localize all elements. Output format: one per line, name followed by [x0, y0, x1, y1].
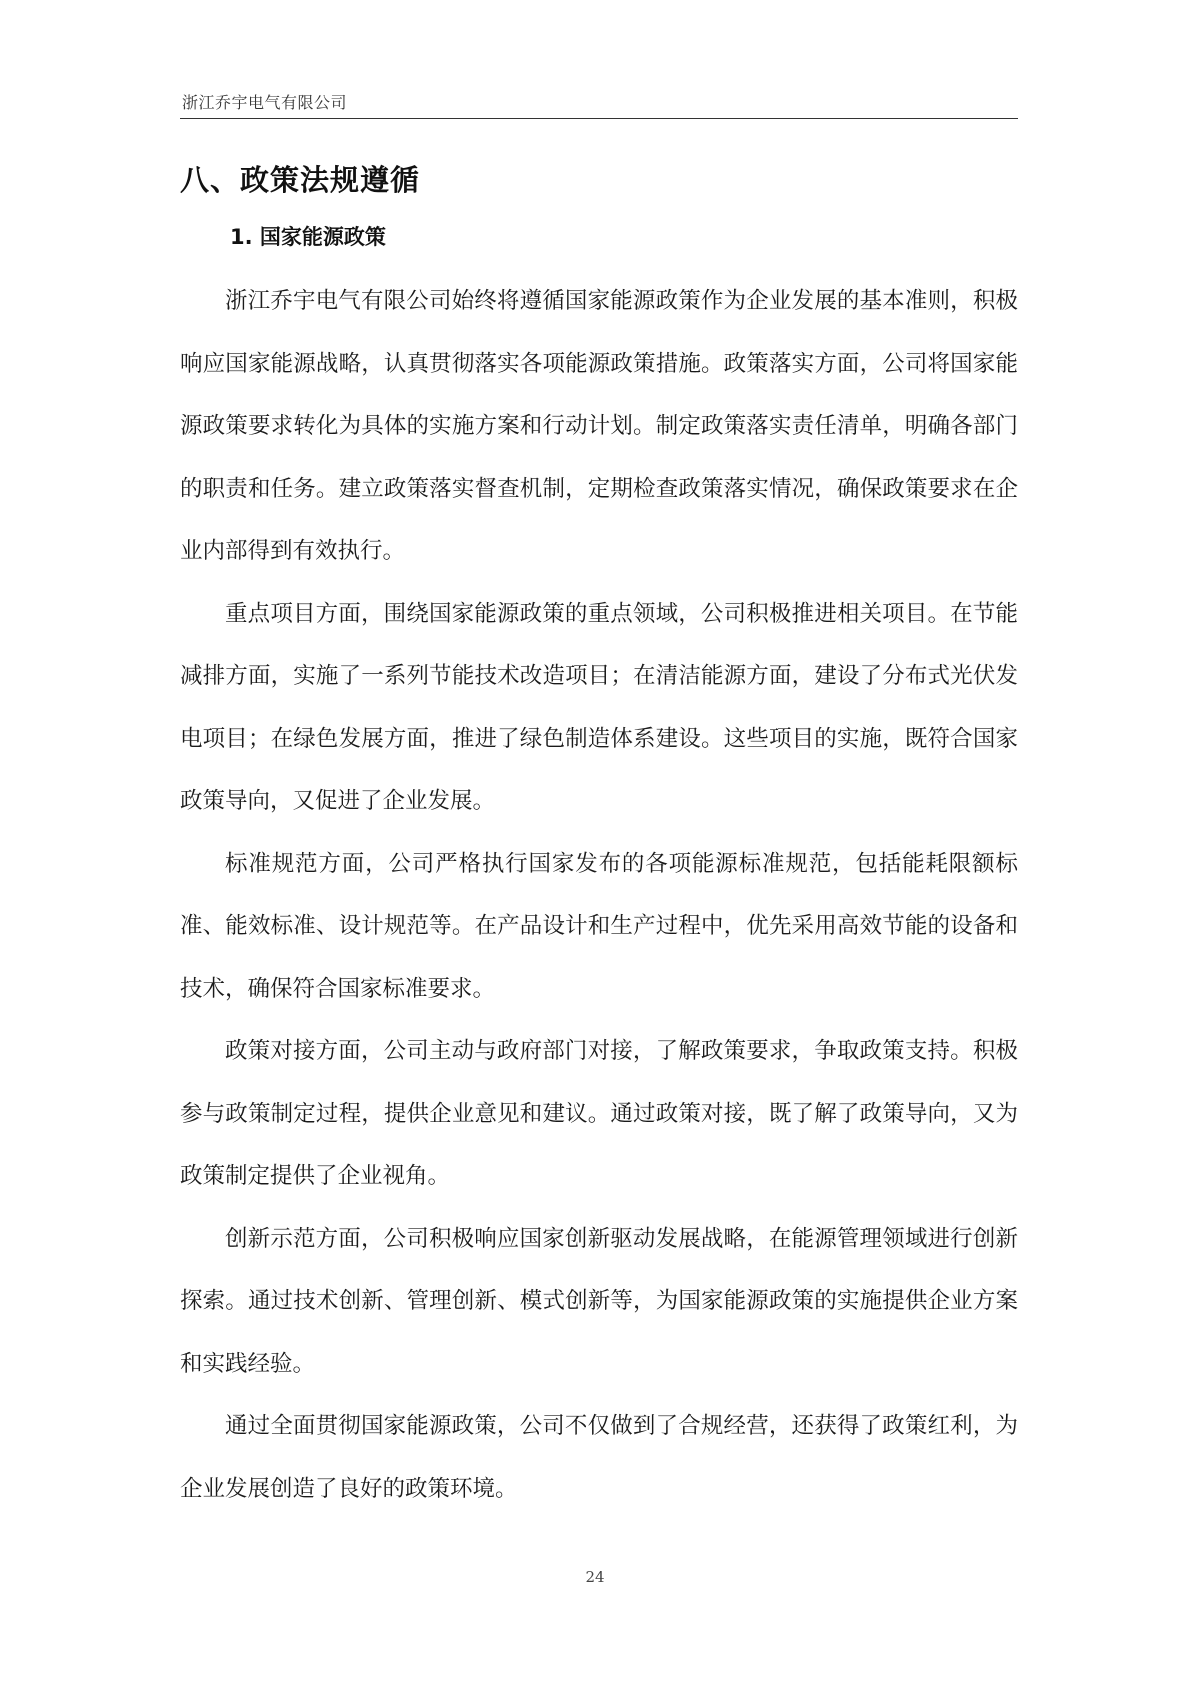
paragraph-policy-implementation: 浙江乔宇电气有限公司始终将遵循国家能源政策作为企业发展的基本准则，积极响应国家能源战略，认真贯彻落实各项能源政策措施。政策落实方面，公司将国家能源政策要求转化为具体的实施方案和行动计划。制定政策落实责任清单，明确各部门的职责和任务。建立政策落实督查机制，定期检查政策落实情况，确保政策要求在企业内部得到有效执行。 — [180, 288, 1018, 564]
paragraph-policy-liaison: 政策对接方面，公司主动与政府部门对接，了解政策要求，争取政策支持。积极参与政策制定过程，提供企业意见和建议。通过政策对接，既了解了政策导向，又为政策制定提供了企业视角。 — [180, 1038, 1018, 1189]
document-body — [180, 150, 1018, 1520]
paragraph-key-projects: 重点项目方面，围绕国家能源政策的重点领域，公司积极推进相关项目。在节能减排方面，实施了一系列节能技术改造项目；在清洁能源方面，建设了分布式光伏发电项目；在绿色发展方面，推进了绿色制造体系建设。这些项目的实施，既符合国家政策导向，又促进了企业发展。 — [180, 600, 1018, 814]
paragraph-standards: 标准规范方面，公司严格执行国家发布的各项能源标准规范，包括能耗限额标准、能效标准、设计规范等。在产品设计和生产过程中，优先采用高效节能的设备和技术，确保符合国家标准要求。 — [180, 850, 1018, 1002]
subsection-title: 1. 国家能源政策 — [230, 225, 386, 249]
section-title: 八、政策法规遵循 — [180, 163, 421, 197]
paragraph-innovation: 创新示范方面，公司积极响应国家创新驱动发展战略，在能源管理领域进行创新探索。通过技术创新、管理创新、模式创新等，为国家能源政策的实施提供企业方案和实践经验。 — [180, 1225, 1018, 1377]
page-number: 24 — [585, 1568, 605, 1586]
header-company-name: 浙江乔宇电气有限公司 — [182, 93, 348, 112]
paragraph-conclusion: 通过全面贯彻国家能源政策，公司不仅做到了合规经营，还获得了政策红利，为企业发展创造了良好的政策环境。 — [180, 1413, 1018, 1502]
page-header — [180, 88, 1018, 119]
